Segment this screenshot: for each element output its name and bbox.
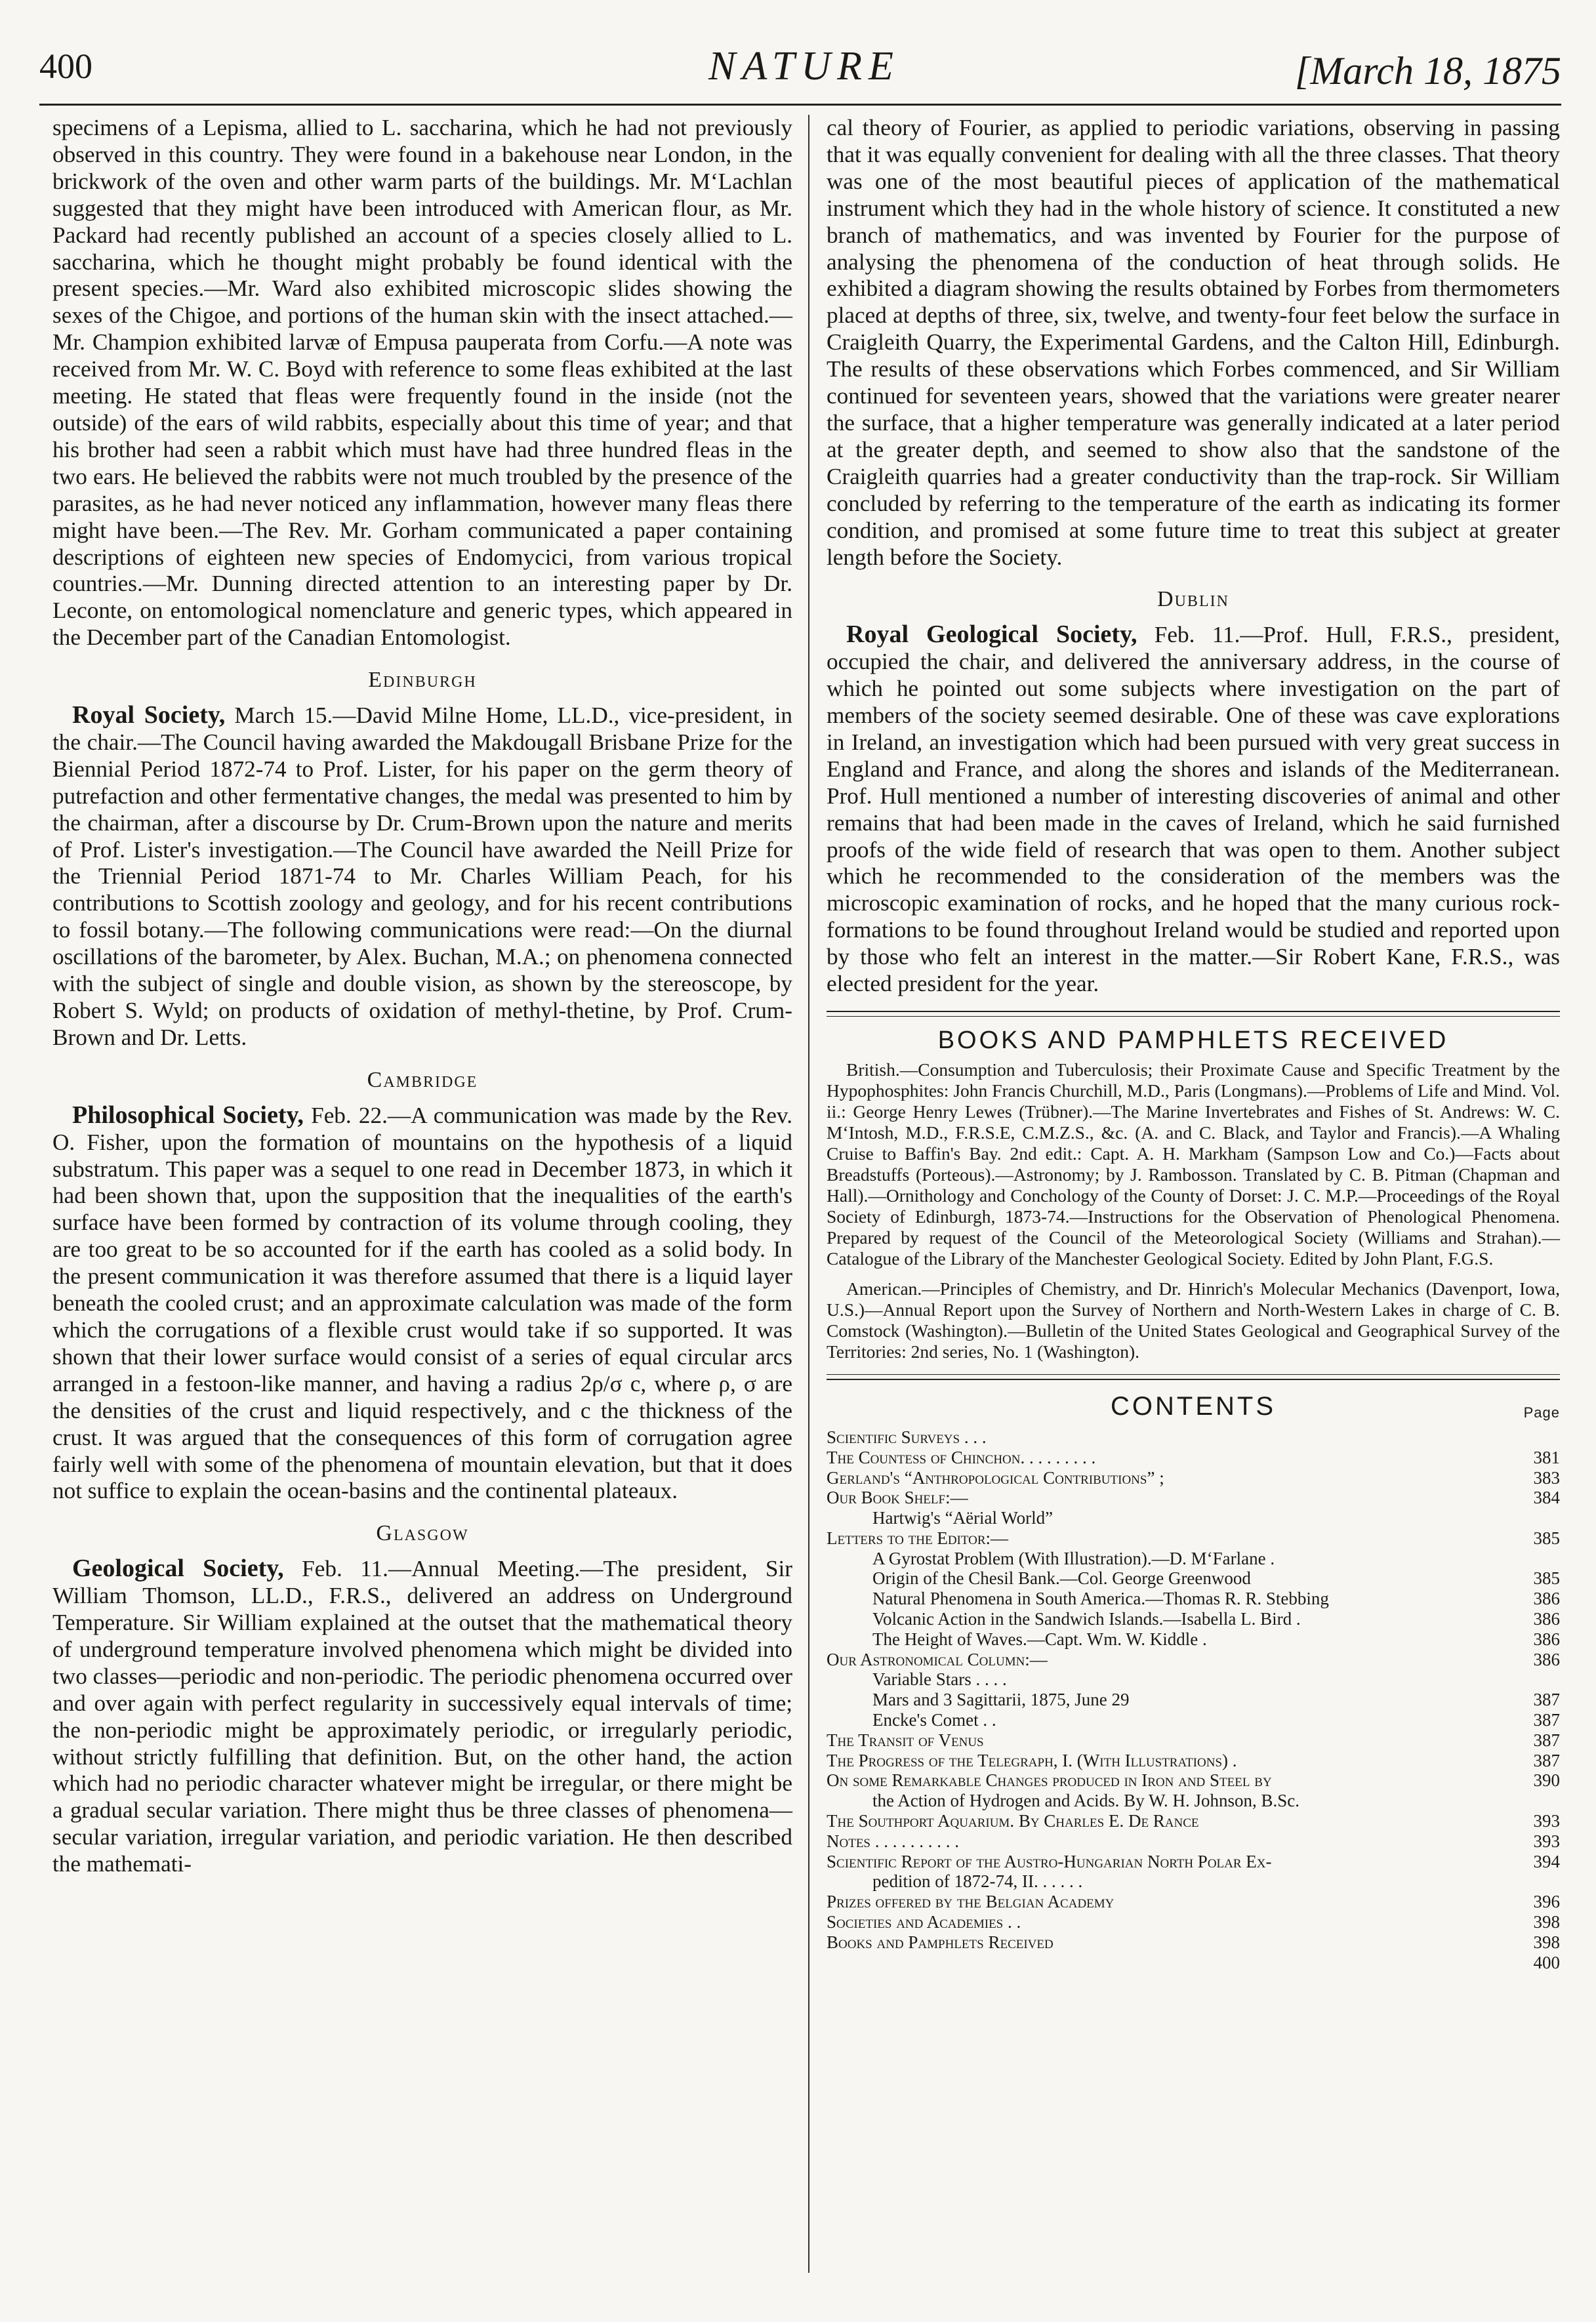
cambridge-society: Philosophical Society, xyxy=(72,1101,304,1129)
contents-entry xyxy=(827,1852,1560,1872)
contents-entry xyxy=(827,1730,1560,1751)
contents-entry-page: 396 xyxy=(1533,1892,1560,1912)
contents-page-label: Page xyxy=(1523,1404,1560,1421)
contents-entry-page: 387 xyxy=(1533,1690,1560,1710)
contents-entry-page: 387 xyxy=(1533,1750,1560,1770)
contents-entry-page: 400 xyxy=(1533,1952,1560,1972)
contents-entry-title: The Progress of the Telegraph, I. (With Illustrations) . xyxy=(827,1750,1237,1770)
contents-entry-title: Books and Pamphlets Received xyxy=(827,1932,1054,1952)
contents-entry xyxy=(827,1427,1560,1448)
contents-entry xyxy=(827,1751,1560,1771)
contents-entry xyxy=(827,1609,1560,1629)
contents-entry-title: Natural Phenomena in South America.—Thomas R. R. Stebbing xyxy=(872,1589,1329,1609)
books-british: British.—Consumption and Tuberculosis; their Proximate Cause and Specific Treatment by the Hypophosphites: John Francis Churchill, M.D., Paris (Longmans).—Problems of Life and Mind. Vol. ii.: George Henry Lewes (Trübner).—The Marine Invertebrates and Fishes of St. Andrews: W. C. M‘Intosh, M.D., F.R.S.E, C.M.Z.S., &c. (A. and C. Black, and Taylor and Francis).—A Whaling Cruise to Baffin's Bay. 2nd edit.: Capt. A. H. Markham (Sampson Low and Co.)—Facts about Breadstuffs (Porteous).—Astronomy; by J. Rambosson. Translated by C. B. Pitman (Chapman and Hall).—Ornithology and Conchology of the County of Dorset: J. C. M.P.—Proceedings of the Royal Society of Edinburgh, 1873-74.—Instructions for the Observation of Phenological Phenomena. Prepared by request of the Council of the Meteorological Society (Williams and Strahan).—Catalogue of the Library of the Manchester Geological Society. Edited by John Plant, F.G.S. xyxy=(827,1059,1560,1269)
journal-title: NATURE xyxy=(708,44,900,89)
edinburgh-report xyxy=(52,702,792,1051)
contents-entry-title: Variable Stars . . . . xyxy=(872,1669,1007,1690)
glasgow-continuation: cal theory of Fourier, as applied to periodic variations, observing in passing that it was equally convenient for dealing with all the three classes. That theory was one of the most beautiful pieces of application of the mathematical instrument which they had in the whole history of science. It constituted a new branch of mathematics, and was invented by Fourier for the purpose of analysing the phenomena of the conduction of heat through solids. He exhibited a diagram showing the results obtained by Forbes from thermometers placed at depths of three, six, twelve, and twenty-four feet below the surface in Craigleith Quarry, the Experimental Gardens, and the Calton Hill, Edinburgh. The results of these observations which Forbes commenced, and Sir William continued for seventeen years, showed that the variations were greater nearer the surface, that a higher temperature was generally indicated at a later period at the greater depth, and seemed to show also that the sandstone of the Craigleith quarries had a greater conductivity than the trap-rock. Sir William concluded by referring to the temperature of the earth as indicating its former condition, and promised at some future time to treat this subject at greater length before the Society. xyxy=(827,115,1560,570)
column-divider xyxy=(808,115,809,2273)
contents-heading xyxy=(827,1393,1560,1423)
contents-entry-page: 386 xyxy=(1533,1589,1560,1609)
contents-entry-title: Notes . . . . . . . . . . xyxy=(827,1831,959,1851)
contents-entry xyxy=(827,1932,1560,1953)
contents-entry xyxy=(827,1953,1560,1973)
page-number: 400 xyxy=(39,47,92,86)
contents-entry xyxy=(827,1468,1560,1488)
contents-entry-title: Scientific Surveys . . . xyxy=(827,1427,987,1447)
contents-entry xyxy=(827,1791,1560,1811)
glasgow-society: Geological Society, xyxy=(72,1555,284,1583)
contents-entry xyxy=(827,1669,1560,1690)
edinburgh-society: Royal Society, xyxy=(72,701,226,729)
contents-rule-top-thick xyxy=(827,1379,1560,1380)
contents-entry-page: 383 xyxy=(1533,1467,1560,1488)
contents-entry-page: 384 xyxy=(1533,1488,1560,1508)
contents-entry xyxy=(827,1508,1560,1528)
contents-entry-title: The Southport Aquarium. By Charles E. De Rance xyxy=(827,1811,1199,1831)
contents-entry xyxy=(827,1892,1560,1912)
contents-entry xyxy=(827,1549,1560,1569)
books-rule-top-thin xyxy=(827,1016,1560,1017)
contents-list xyxy=(827,1427,1560,1973)
glasgow-text: Feb. 11.—Annual Meeting.—The president, Sir William Thomson, LL.D., F.R.S., delivered an address on Underground Temperature. Sir William explained at the outset that the mathematical theory of underground temperature involved phenomena which might be divided into two classes—periodic and non-periodic. The periodic phenomena occurred over and over again with perfect regularity in successively equal intervals of time; the non-periodic might be approximately periodic, or irregularly periodic, without strictly fulfilling that definition. But, on the other hand, the action which had no periodic character whatever might be irregular, or there might be a gradual secular variation. There might thus be three classes of phenomena—secular variation, irregular variation, and periodic variation. He then described the mathemati- xyxy=(52,1556,792,1877)
contents-entry xyxy=(827,1770,1560,1791)
dublin-report xyxy=(827,621,1560,998)
cambridge-report xyxy=(52,1102,792,1505)
books-american: American.—Principles of Chemistry, and Dr. Hinrich's Molecular Mechanics (Davenport, Iowa, U.S.)—Annual Report upon the Survey of Northern and North-Western Lakes in charge of C. B. Comstock (Washington).—Bulletin of the United States Geological and Geographical Survey of the Territories: 2nd series, No. 1 (Washington). xyxy=(827,1278,1560,1362)
contents-entry-page: 385 xyxy=(1533,1528,1560,1548)
contents-entry-title: The Height of Waves.—Capt. Wm. W. Kiddle . xyxy=(872,1629,1207,1649)
contents-entry xyxy=(827,1710,1560,1730)
cambridge-heading: Cambridge xyxy=(367,1067,478,1092)
edinburgh-heading: Edinburgh xyxy=(368,668,477,693)
contents-entry-page: 385 xyxy=(1533,1568,1560,1589)
contents-rule-top xyxy=(827,1374,1560,1375)
left-column xyxy=(52,115,792,1878)
contents-entry-page: 386 xyxy=(1533,1649,1560,1669)
contents-entry-title: Prizes offered by the Belgian Academy xyxy=(827,1892,1115,1912)
cambridge-text: Feb. 22.—A communication was made by the Rev. O. Fisher, upon the formation of mountains on the hypothesis of a liquid substratum. This paper was a sequel to one read in December 1873, in which it had been shown that, upon the supposition that the inequalities of the earth's surface have been formed by contraction of its volume through cooling, they are too great to be so accounted for if the earth has cooled as a solid body. In the present communication it was therefore assumed that there is a liquid layer beneath the cooled crust; and an approximate calculation was made of the form which the corrugations of a flexible crust would take if so supported. It was shown that their lower surface would consist of a series of equal circular arcs arranged in a festoon-like manner, and having a radius 2ρ/σ c, where ρ, σ are the densities of the crust and liquid respectively, and c the thickness of the crust. It was argued that the consequences of this form of corrugation agree fairly well with some of the phenomena of mountain elevation, but that it does not suffice to explain the ocean-basins and the continental plateaux. xyxy=(52,1102,793,1504)
contents-entry-title: On some Remarkable Changes produced in Iron and Steel by xyxy=(827,1770,1272,1791)
contents-entry-title: pedition of 1872-74, II. . . . . . xyxy=(872,1871,1083,1892)
contents-entry-title: Scientific Report of the Austro-Hungarian North Polar Ex- xyxy=(827,1851,1272,1871)
glasgow-heading: Glasgow xyxy=(376,1521,469,1546)
contents-title: CONTENTS xyxy=(1111,1391,1276,1421)
contents-entry-title: The Transit of Venus xyxy=(827,1730,984,1750)
contents-entry-title: Volcanic Action in the Sandwich Islands.—Isabella L. Bird . xyxy=(872,1609,1301,1629)
contents-entry xyxy=(827,1589,1560,1609)
contents-entry-title: Letters to the Editor:— xyxy=(827,1528,1009,1548)
contents-entry-title: Encke's Comet . . xyxy=(872,1710,996,1730)
right-column xyxy=(827,115,1560,1972)
books-heading: BOOKS AND PAMPHLETS RECEIVED xyxy=(937,1027,1449,1054)
contents-entry-page: 394 xyxy=(1533,1851,1560,1871)
contents-entry xyxy=(827,1871,1560,1892)
dublin-society: Royal Geological Society, xyxy=(846,621,1137,649)
contents-entry xyxy=(827,1448,1560,1468)
contents-entry-page: 393 xyxy=(1533,1831,1560,1851)
contents-entry xyxy=(827,1912,1560,1932)
books-list xyxy=(827,1059,1560,1362)
page-header xyxy=(39,34,1561,106)
contents-entry-page: 398 xyxy=(1533,1932,1560,1952)
contents-entry-title: Mars and 3 Sagittarii, 1875, June 29 xyxy=(872,1690,1130,1710)
contents-entry-page: 381 xyxy=(1533,1447,1560,1467)
issue-date: [March 18, 1875 xyxy=(1294,49,1561,92)
contents-entry-page: 390 xyxy=(1533,1770,1560,1791)
contents-entry-title: Our Astronomical Column:— xyxy=(827,1649,1048,1669)
contents-entry xyxy=(827,1629,1560,1650)
contents-entry-page: 398 xyxy=(1533,1912,1560,1932)
contents-entry xyxy=(827,1690,1560,1710)
contents-entry-title: The Countess of Chinchon. . . . . . . . . xyxy=(827,1447,1096,1467)
contents-entry-title: Societies and Academies . . xyxy=(827,1912,1021,1932)
contents-entry xyxy=(827,1811,1560,1831)
contents-entry-title: the Action of Hydrogen and Acids. By W. H. Johnson, B.Sc. xyxy=(872,1791,1299,1811)
dublin-heading: Dublin xyxy=(1157,587,1229,612)
contents-entry-title: Gerland's “Anthropological Contributions” ; xyxy=(827,1467,1164,1488)
books-rule-top xyxy=(827,1011,1560,1012)
dublin-text: Feb. 11.—Prof. Hull, F.R.S., president, occupied the chair, and delivered the anniversary address, in the course of which he pointed out some subjects where investigation on the part of members of the society seemed desirable. One of these was cave explorations in Ireland, an investigation which had been pursued with very great success in England and France, and along the shores and islands of the Mediterranean. Prof. Hull mentioned a number of interesting discoveries of animal and other remains that had been made in the caves of Ireland, which he said furnished proofs of the wide field of research that was open to them. Another subject which he recommended to the consideration of the members was the microscopic examination of rocks, and he hoped that the many curious rock-formations to be found throughout Ireland would be studied and reported upon by those who felt an interest in the matter.—Sir Robert Kane, F.R.S., was elected president for the year. xyxy=(827,622,1560,997)
contents-entry xyxy=(827,1831,1560,1852)
contents-entry xyxy=(827,1528,1560,1549)
contents-entry-page: 387 xyxy=(1533,1730,1560,1750)
contents-entry xyxy=(827,1650,1560,1670)
contents-entry xyxy=(827,1488,1560,1508)
contents-entry-title: Hartwig's “Aërial World” xyxy=(872,1508,1054,1528)
header-rule xyxy=(39,104,1561,106)
contents-entry-page: 386 xyxy=(1533,1609,1560,1629)
contents-entry-page: 386 xyxy=(1533,1629,1560,1649)
entomological-paragraph: specimens of a Lepisma, allied to L. saccharina, which he had not previously observed in this country. They were found in a bakehouse near London, in the brickwork of the oven and other warm parts of the buildings. Mr. M‘Lachlan suggested that they might have been introduced with American flour, as Mr. Packard had recently published an account of a species closely allied to L. saccharina, which he thought might probably be found identical with the present species.—Mr. Ward also exhibited microscopic slides showing the sexes of the Chigoe, and portions of the human skin with the insect attached.—Mr. Champion exhibited larvæ of Empusa pauperata from Corfu.—A note was received from Mr. W. C. Boyd with reference to some fleas exhibited at the last meeting. He stated that fleas were frequently found in the inside (not the outside) of the ears of wild rabbits, especially about this time of year; and that his brother had seen a rabbit which must have had three hundred fleas in the two ears. He believed the rabbits were not much troubled by the presence of the parasites, as he had never noticed any inflammation, however many fleas there might have been.—The Rev. Mr. Gorham communicated a paper containing descriptions of eighteen new species of Endomycici, from various tropical countries.—Mr. Dunning directed attention to an interesting paper by Dr. Leconte, on entomological nomenclature and generic types, which appeared in the December part of the Canadian Entomologist. xyxy=(52,115,792,651)
glasgow-report xyxy=(52,1555,792,1878)
edinburgh-text: March 15.—David Milne Home, LL.D., vice-president, in the chair.—The Council having awarded the Makdougall Brisbane Prize for the Biennial Period 1872-74 to Prof. Lister, for his paper on the germ theory of putrefaction and other fermentative changes, the medal was presented to him by the chairman, after a discourse by Dr. Crum-Brown upon the nature and merits of Prof. Lister's investigation.—The Council have awarded the Neill Prize for the Triennial Period 1871-74 to Mr. Charles William Peach, for his contributions to Scottish zoology and geology, and for his recent contributions to fossil botany.—The following communications were read:—On the diurnal oscillations of the barometer, by Alex. Buchan, M.A.; on phenomena connected with the subject of single and double vision, as shown by the stereoscope, by Robert S. Wyld; on products of oxidation of methyl-thetine, by Prof. Crum-Brown and Dr. Letts. xyxy=(52,703,792,1050)
contents-entry-page: 393 xyxy=(1533,1811,1560,1831)
contents-entry-title: A Gyrostat Problem (With Illustration).—D. M‘Farlane . xyxy=(872,1548,1275,1568)
contents-entry-page: 387 xyxy=(1533,1710,1560,1730)
contents-entry xyxy=(827,1568,1560,1589)
contents-entry-title: Origin of the Chesil Bank.—Col. George Greenwood xyxy=(872,1568,1251,1589)
contents-entry-title: Our Book Shelf:— xyxy=(827,1488,968,1508)
